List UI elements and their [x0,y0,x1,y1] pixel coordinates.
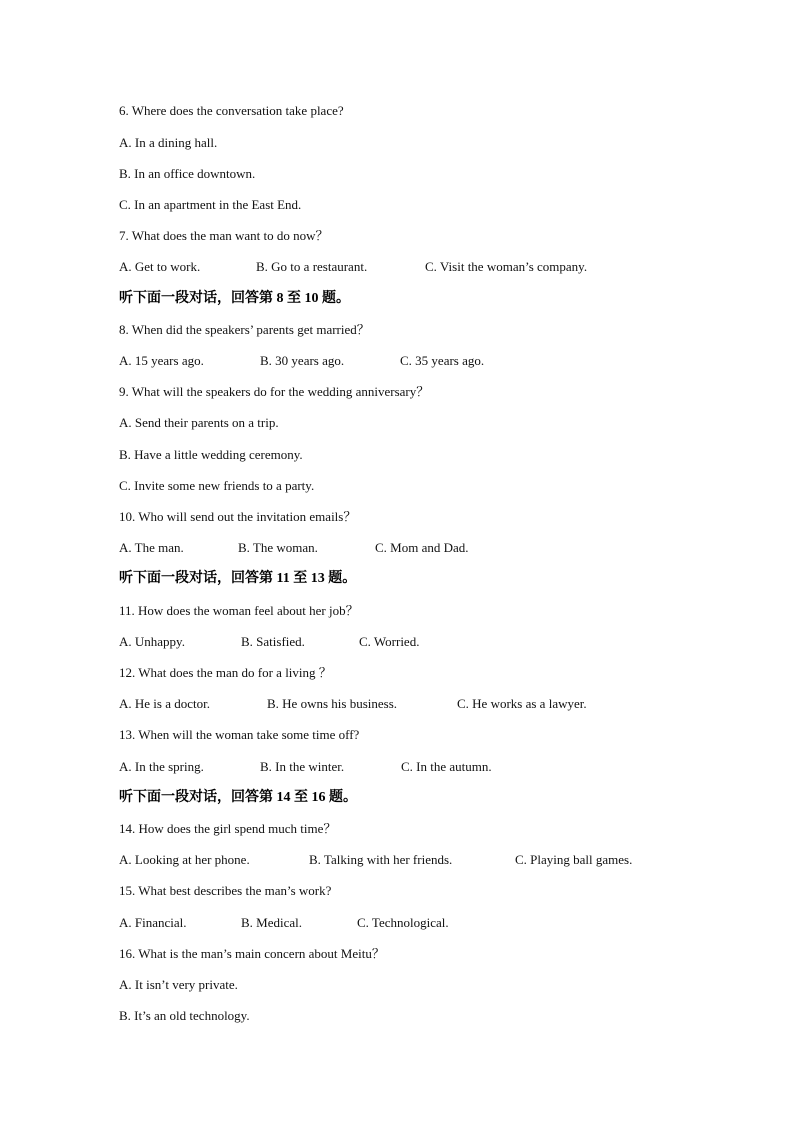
question-16: 16. What is the man’s main concern about Meitu？ [119,946,385,961]
question-6-option-a: A. In a dining hall. [119,135,218,150]
question-12-options [119,695,679,713]
question-7: 7. What does the man want to do now？ [119,228,329,243]
question-6-option-c: C. In an apartment in the East End. [119,197,302,212]
question-12-option-a: A. He is a doctor. [119,696,210,711]
question-15-option-a: A. Financial. [119,915,187,930]
question-6-option-b: B. In an office downtown. [119,166,256,181]
question-7-option-b: B. Go to a restaurant. [256,259,368,274]
question-7-options [119,258,679,276]
question-14-option-c: C. Playing ball games. [515,852,633,867]
question-8-options [119,352,619,370]
question-10-options [119,539,619,557]
question-11-option-a: A. Unhappy. [119,634,185,649]
question-8-option-a: A. 15 years ago. [119,353,204,368]
question-14: 14. How does the girl spend much time？ [119,821,337,836]
question-15-option-c: C. Technological. [357,915,449,930]
question-14-option-a: A. Looking at her phone. [119,852,250,867]
question-9-option-c: C. Invite some new friends to a party. [119,478,315,493]
question-13: 13. When will the woman take some time off? [119,727,360,742]
question-6: 6. Where does the conversation take place? [119,103,344,118]
question-7-option-a: A. Get to work. [119,259,201,274]
question-9-option-a: A. Send their parents on a trip. [119,415,279,430]
question-11-option-c: C. Worried. [359,634,420,649]
question-11: 11. How does the woman feel about her job？ [119,603,359,618]
question-16-option-b: B. It’s an old technology. [119,1008,250,1023]
question-15: 15. What best describes the man’s work? [119,883,332,898]
question-10-option-c: C. Mom and Dad. [375,540,469,555]
question-13-option-b: B. In the winter. [260,759,345,774]
section-heading-11-13: 听下面一段对话，回答第 11 至 13 题。 [119,571,357,586]
question-16-option-a: A. It isn’t very private. [119,977,238,992]
question-13-option-a: A. In the spring. [119,759,204,774]
section-heading-14-16: 听下面一段对话，回答第 14 至 16 题。 [119,790,357,805]
question-14-options [119,851,679,869]
question-14-option-b: B. Talking with her friends. [309,852,453,867]
question-9: 9. What will the speakers do for the wedding anniversary？ [119,384,430,399]
question-10-option-b: B. The woman. [238,540,318,555]
question-8-option-b: B. 30 years ago. [260,353,345,368]
question-15-options [119,914,619,932]
question-9-option-b: B. Have a little wedding ceremony. [119,447,303,462]
question-12: 12. What does the man do for a living ？ [119,665,332,680]
question-11-options [119,633,619,651]
question-8: 8. When did the speakers’ parents get married？ [119,322,370,337]
question-11-option-b: B. Satisfied. [241,634,305,649]
question-10: 10. Who will send out the invitation emails？ [119,509,357,524]
question-12-option-b: B. He owns his business. [267,696,398,711]
question-12-option-c: C. He works as a lawyer. [457,696,587,711]
section-heading-8-10: 听下面一段对话，回答第 8 至 10 题。 [119,291,350,306]
question-15-option-b: B. Medical. [241,915,303,930]
question-8-option-c: C. 35 years ago. [400,353,485,368]
question-7-option-c: C. Visit the woman’s company. [425,259,588,274]
question-10-option-a: A. The man. [119,540,184,555]
question-13-options [119,758,619,776]
question-13-option-c: C. In the autumn. [401,759,492,774]
